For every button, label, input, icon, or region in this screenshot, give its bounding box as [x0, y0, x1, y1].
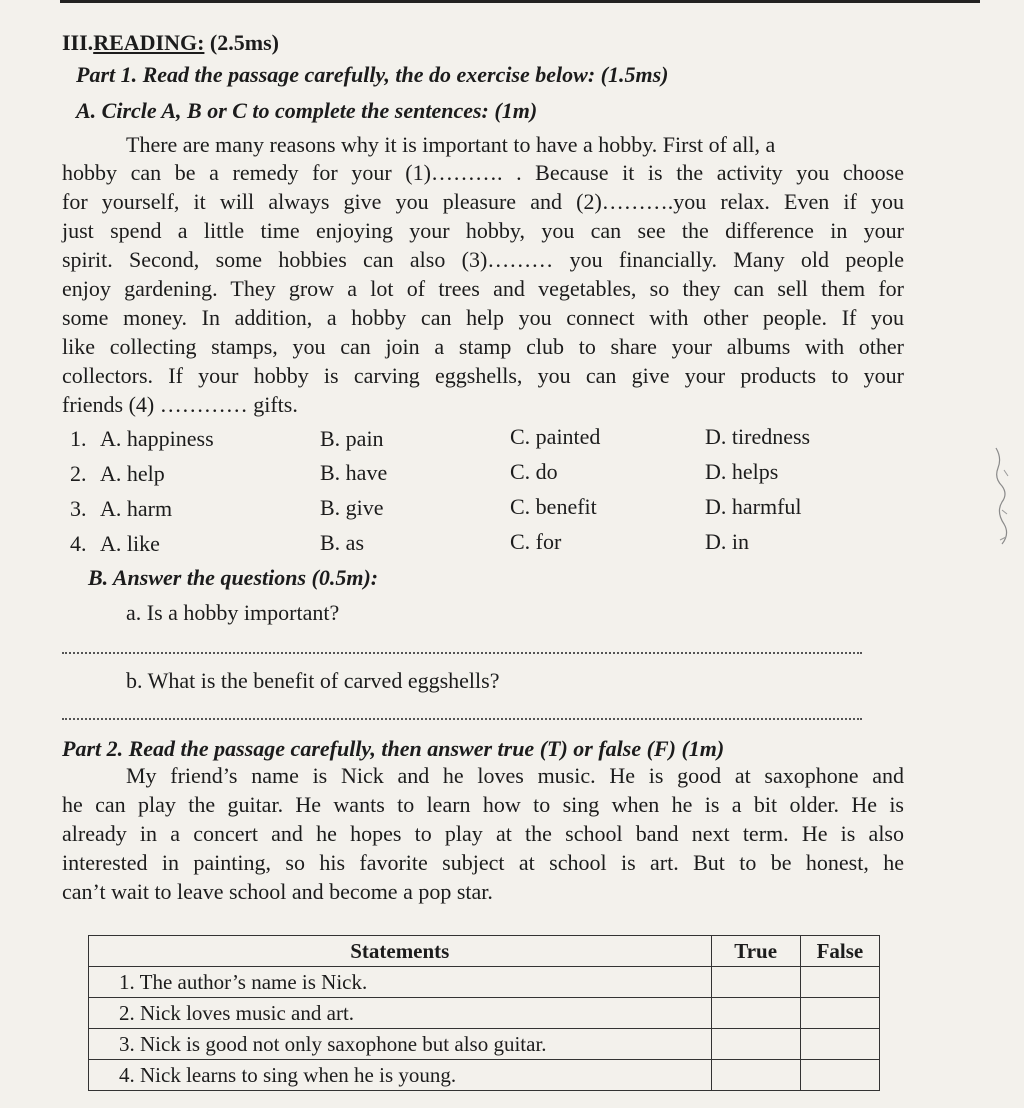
- true-cell[interactable]: [711, 1060, 800, 1091]
- section-word: READING:: [93, 30, 205, 55]
- mc-option-a[interactable]: A. happiness: [100, 426, 214, 451]
- passage2-line-1: My friend’s name is Nick and he loves music. He is good at saxophone and: [126, 763, 904, 788]
- passage1-line-4: just spend a little time enjoying your hobby, you can see the difference in your: [62, 218, 904, 243]
- header-false: False: [800, 936, 879, 967]
- section-points: (2.5ms): [209, 30, 279, 55]
- header-true: True: [711, 936, 800, 967]
- passage1-line-8: like collecting stamps, you can join a stamp club to share your albums with other: [62, 334, 904, 359]
- passage2-line-2: he can play the guitar. He wants to learn how to sing when he is a bit older. He is: [62, 792, 904, 817]
- answer-line-b[interactable]: [62, 718, 862, 720]
- section-number: III.: [62, 30, 94, 55]
- passage1-line-10: friends (4) ………… gifts.: [62, 392, 298, 417]
- top-border-line: [60, 0, 980, 3]
- mc-number: 4.: [70, 531, 87, 556]
- statement-cell: 4. Nick learns to sing when he is young.: [89, 1060, 712, 1091]
- passage2-line-4: interested in painting, so his favorite subject at school is art. But to be honest, he: [62, 850, 904, 875]
- passage2-line-5: can’t wait to leave school and become a pop star.: [62, 879, 493, 904]
- mc-option-c[interactable]: C. painted: [510, 424, 601, 449]
- passage1-line-1: There are many reasons why it is important to have a hobby. First of all, a: [126, 132, 776, 157]
- mc-option-b[interactable]: B. have: [320, 460, 388, 485]
- mc-option-a[interactable]: A. like: [100, 531, 160, 556]
- header-statements: Statements: [89, 936, 712, 967]
- table-row: [89, 1060, 880, 1091]
- statement-cell: 3. Nick is good not only saxophone but also guitar.: [89, 1029, 712, 1060]
- mc-option-d[interactable]: D. harmful: [705, 494, 802, 519]
- false-cell[interactable]: [800, 967, 879, 998]
- answer-line-a[interactable]: [62, 652, 862, 654]
- table-row: [89, 967, 880, 998]
- statement-cell: 2. Nick loves music and art.: [89, 998, 712, 1029]
- passage1-line-7: some money. In addition, a hobby can help you connect with other people. If you: [62, 305, 904, 330]
- mc-option-c[interactable]: C. benefit: [510, 494, 597, 519]
- passage1-line-2: hobby can be a remedy for your (1)………. . Because it is the activity you choose: [62, 160, 904, 185]
- part1-heading: Part 1. Read the passage carefully, the do exercise below: (1.5ms): [76, 62, 669, 87]
- mc-option-d[interactable]: D. helps: [705, 459, 779, 484]
- mc-option-d[interactable]: D. tiredness: [705, 424, 811, 449]
- mc-option-c[interactable]: C. for: [510, 529, 562, 554]
- margin-scribble-mark: [988, 440, 1014, 570]
- true-cell[interactable]: [711, 998, 800, 1029]
- mc-option-c[interactable]: C. do: [510, 459, 558, 484]
- section-title: [62, 30, 279, 56]
- partB-heading: B. Answer the questions (0.5m):: [88, 565, 379, 590]
- passage1-line-3: for yourself, it will always give you pleasure and (2)……….you relax. Even if you: [62, 189, 904, 214]
- mc-number: 1.: [70, 426, 87, 451]
- statement-cell: 1. The author’s name is Nick.: [89, 967, 712, 998]
- partA-heading: A. Circle A, B or C to complete the sentences: (1m): [76, 98, 538, 123]
- question-b: b. What is the benefit of carved eggshells?: [126, 668, 500, 693]
- mc-option-b[interactable]: B. pain: [320, 426, 384, 451]
- false-cell[interactable]: [800, 998, 879, 1029]
- true-cell[interactable]: [711, 1029, 800, 1060]
- table-row: [89, 998, 880, 1029]
- table-header-row: [89, 936, 880, 967]
- mc-option-b[interactable]: B. give: [320, 495, 384, 520]
- question-a: a. Is a hobby important?: [126, 600, 340, 625]
- false-cell[interactable]: [800, 1060, 879, 1091]
- mc-option-b[interactable]: B. as: [320, 530, 364, 555]
- mc-option-a[interactable]: A. harm: [100, 496, 173, 521]
- mc-number: 3.: [70, 496, 87, 521]
- false-cell[interactable]: [800, 1029, 879, 1060]
- table-row: [89, 1029, 880, 1060]
- passage2-line-3: already in a concert and he hopes to play at the school band next term. He is also: [62, 821, 904, 846]
- passage1-line-6: enjoy gardening. They grow a lot of trees and vegetables, so they can sell them for: [62, 276, 904, 301]
- passage1-line-9: collectors. If your hobby is carving eggshells, you can give your products to your: [62, 363, 904, 388]
- part2-heading: Part 2. Read the passage carefully, then answer true (T) or false (F) (1m): [62, 736, 725, 761]
- mc-option-a[interactable]: A. help: [100, 461, 165, 486]
- passage1-line-5: spirit. Second, some hobbies can also (3)……… you financially. Many old people: [62, 247, 904, 272]
- true-false-table: [88, 935, 880, 1091]
- true-cell[interactable]: [711, 967, 800, 998]
- mc-option-d[interactable]: D. in: [705, 529, 749, 554]
- mc-number: 2.: [70, 461, 87, 486]
